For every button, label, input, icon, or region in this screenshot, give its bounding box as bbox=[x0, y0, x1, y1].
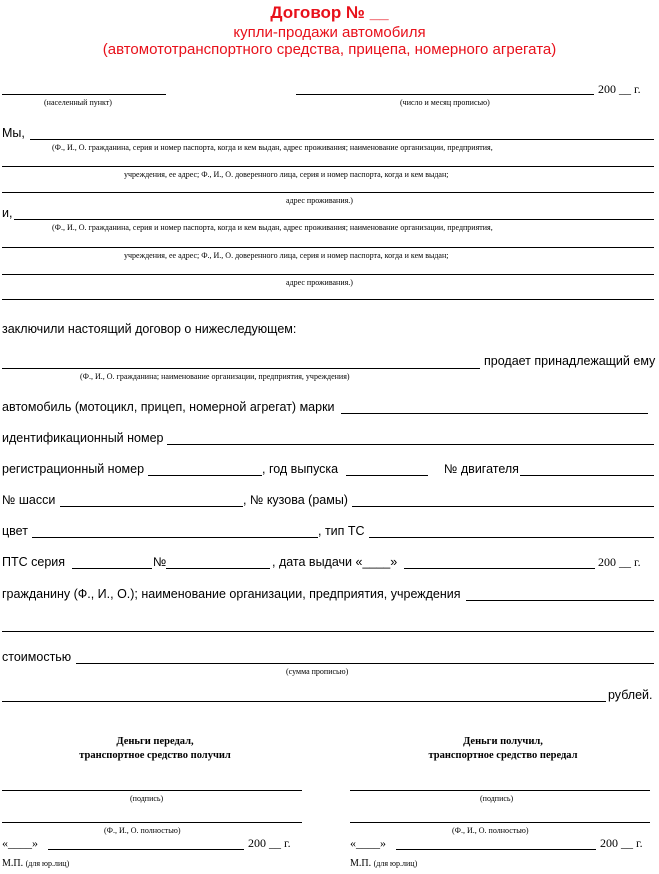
right-sig-head-2: транспортное средство передал bbox=[428, 750, 578, 761]
issue-date-field[interactable] bbox=[404, 568, 595, 569]
right-sign-caption: (подпись) bbox=[480, 794, 514, 803]
date-caption: (число и месяц прописью) bbox=[400, 98, 490, 107]
issue-date-label: , дата выдачи «____» bbox=[272, 555, 398, 569]
left-stamp bbox=[2, 858, 69, 869]
party2-caption-1: (Ф., И., О. гражданина, серия и номер паспорта, когда и кем выдан, адрес проживания; наименование организации, предприятия, bbox=[52, 223, 493, 232]
left-date-field[interactable] bbox=[48, 849, 244, 850]
year-made-label: , год выпуска bbox=[262, 462, 339, 476]
vehicle-type-field[interactable] bbox=[369, 537, 654, 538]
right-stamp-label: М.П. bbox=[350, 858, 372, 869]
left-year: 200 __ г. bbox=[248, 836, 291, 850]
cost-label: стоимостью bbox=[2, 650, 72, 664]
chassis-no-field[interactable] bbox=[60, 506, 243, 507]
seller-caption: (Ф., И., О. гражданина; наименование организации, предприятия, учреждения) bbox=[80, 372, 350, 381]
sum-caption: (сумма прописью) bbox=[286, 667, 349, 676]
pts-no-label: № bbox=[153, 555, 167, 569]
pts-series-field[interactable] bbox=[72, 568, 152, 569]
chassis-no-label: № шасси bbox=[2, 493, 56, 507]
to-citizen-label: гражданину (Ф., И., О.); наименование организации, предприятия, учреждения bbox=[2, 587, 461, 601]
party2-field-2[interactable] bbox=[2, 247, 654, 248]
issue-year: 200 __ г. bbox=[598, 555, 641, 569]
party2-prefix: и, bbox=[2, 206, 13, 220]
right-date-prefix: «____» bbox=[350, 836, 386, 850]
right-name-field[interactable] bbox=[350, 822, 650, 823]
engine-no-field[interactable] bbox=[520, 475, 654, 476]
party2-caption-2: учреждения, ее адрес; Ф., И., О. доверенного лица, серия и номер паспорта, когда и кем выдан; bbox=[124, 251, 449, 260]
party1-field-2[interactable] bbox=[2, 166, 654, 167]
right-sig-head-1: Деньги получил, bbox=[463, 736, 543, 747]
right-signature-field[interactable] bbox=[350, 790, 650, 791]
vin-label: идентификационный номер bbox=[2, 431, 164, 445]
color-field[interactable] bbox=[32, 537, 318, 538]
party2-field-1[interactable] bbox=[14, 219, 654, 220]
year-made-field[interactable] bbox=[346, 475, 428, 476]
left-sig-head-1: Деньги передал, bbox=[116, 736, 194, 747]
pts-no-field[interactable] bbox=[166, 568, 270, 569]
party2-caption-3: адрес проживания.) bbox=[286, 278, 353, 287]
left-sign-caption: (подпись) bbox=[130, 794, 164, 803]
vehicle-type-label: , тип ТС bbox=[318, 524, 365, 538]
pts-series-label: ПТС серия bbox=[2, 555, 66, 569]
reg-number-label: регистрационный номер bbox=[2, 462, 145, 476]
vin-field[interactable] bbox=[167, 444, 654, 445]
rubles-label: рублей. bbox=[608, 688, 653, 702]
left-name-field[interactable] bbox=[2, 822, 302, 823]
party1-caption-1: (Ф., И., О. гражданина, серия и номер паспорта, когда и кем выдан, адрес проживания; наименование организации, предприятия, bbox=[52, 143, 493, 152]
date-field[interactable] bbox=[296, 94, 594, 95]
left-stamp-note: (для юр.лиц) bbox=[25, 859, 70, 868]
concluded-text: заключили настоящий договор о нижеследующем: bbox=[2, 322, 297, 336]
party1-field-1[interactable] bbox=[30, 139, 654, 140]
vehicle-make-label: автомобиль (мотоцикл, прицеп, номерной агрегат) марки bbox=[2, 400, 335, 414]
sum-words-field[interactable] bbox=[2, 701, 606, 702]
left-sig-head-2: транспортное средство получил bbox=[79, 750, 231, 761]
body-no-label: , № кузова (рамы) bbox=[243, 493, 348, 507]
color-label: цвет bbox=[2, 524, 28, 538]
party2-field-4[interactable] bbox=[2, 299, 654, 300]
buyer-field-1[interactable] bbox=[466, 600, 654, 601]
body-no-field[interactable] bbox=[352, 506, 654, 507]
reg-number-field[interactable] bbox=[148, 475, 262, 476]
party1-prefix: Мы, bbox=[2, 126, 25, 140]
party2-field-3[interactable] bbox=[2, 274, 654, 275]
place-caption: (населенный пункт) bbox=[44, 98, 112, 107]
right-year: 200 __ г. bbox=[600, 836, 643, 850]
place-field[interactable] bbox=[2, 94, 166, 95]
party1-field-3[interactable] bbox=[2, 192, 654, 193]
party1-caption-2: учреждения, ее адрес; Ф., И., О. доверенного лица, серия и номер паспорта, когда и кем выдан; bbox=[124, 170, 449, 179]
left-signature-field[interactable] bbox=[2, 790, 302, 791]
engine-no-label: № двигателя bbox=[444, 462, 519, 476]
contract-subtitle-detail: (автомототранспортного средства, прицепа, номерного агрегата) bbox=[102, 41, 557, 58]
left-name-caption: (Ф., И., О. полностью) bbox=[104, 826, 181, 835]
vehicle-make-field[interactable] bbox=[341, 413, 648, 414]
left-date-prefix: «____» bbox=[2, 836, 38, 850]
party1-caption-3: адрес проживания.) bbox=[286, 196, 353, 205]
right-date-field[interactable] bbox=[396, 849, 596, 850]
left-stamp-label: М.П. bbox=[2, 858, 24, 869]
buyer-field-2[interactable] bbox=[2, 631, 654, 632]
right-stamp bbox=[350, 858, 417, 869]
seller-field[interactable] bbox=[2, 368, 480, 369]
header-year: 200 __ г. bbox=[598, 82, 641, 96]
contract-title: Договор № __ bbox=[270, 3, 389, 22]
right-name-caption: (Ф., И., О. полностью) bbox=[452, 826, 529, 835]
cost-field[interactable] bbox=[76, 663, 654, 664]
contract-subtitle: купли-продажи автомобиля bbox=[233, 24, 426, 41]
sells-text: продает принадлежащий ему bbox=[484, 354, 656, 368]
right-stamp-note: (для юр.лиц) bbox=[373, 859, 418, 868]
